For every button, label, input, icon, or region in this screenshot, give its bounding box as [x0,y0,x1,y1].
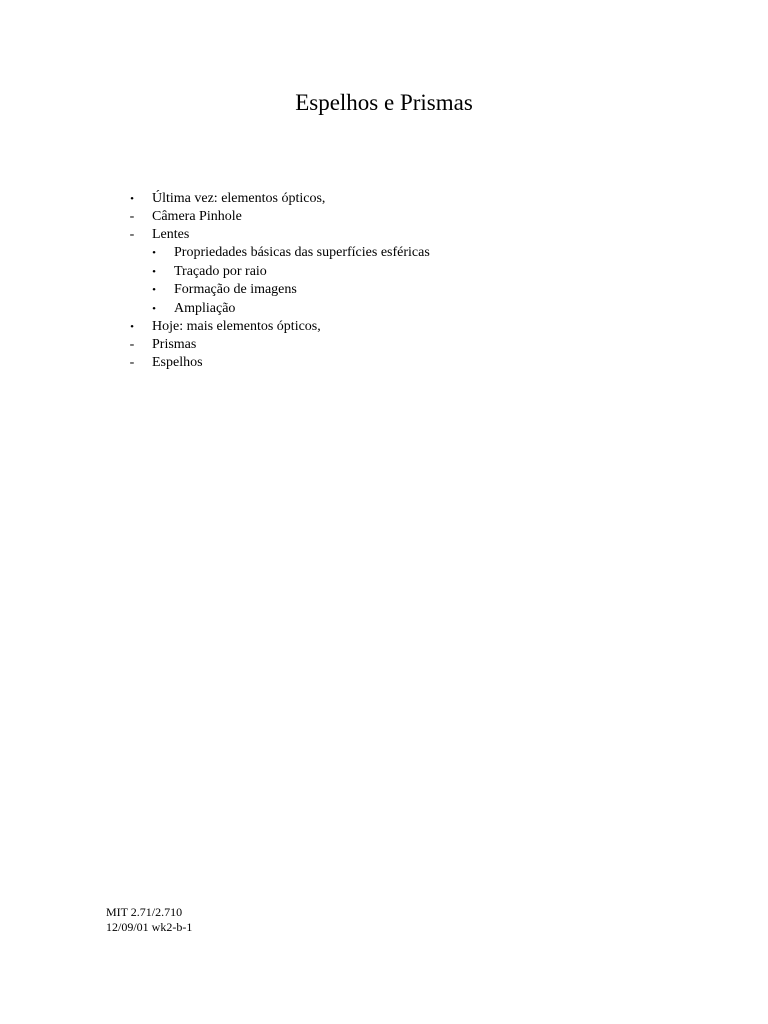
list-item-label: Prismas [152,337,197,352]
dash-icon: - [129,355,135,370]
list-item [110,336,670,354]
bullet-icon: • [152,247,156,259]
list-item-label: Formação de imagens [174,282,297,297]
list-item-label: Propriedades básicas das superfícies esféricas [174,245,430,260]
bullet-icon: • [152,265,156,278]
list-item-label: Traçado por raio [174,263,267,279]
list-item [110,318,670,336]
sub-list-item [110,263,670,282]
sub-list-item [110,300,670,319]
footer-course-code: MIT 2.71/2.710 [106,905,183,919]
list-item-label: Espelhos [152,355,203,370]
bullet-icon: • [152,302,156,315]
sub-list-item [110,281,670,300]
bullet-icon: • [152,284,156,296]
list-item-label: Câmera Pinhole [152,209,242,224]
list-item [110,208,670,226]
bullet-icon: • [130,193,134,205]
list-item [110,226,670,244]
list-item-label: Lentes [152,227,190,242]
list-item-label: Ampliação [174,300,236,316]
bullet-icon: • [130,321,134,333]
list-item-label: Última vez: elementos ópticos, [152,191,326,206]
footer [106,905,192,935]
dash-icon: - [129,337,135,352]
sub-list-item [110,244,670,263]
list-item-label: Hoje: mais elementos ópticos, [152,319,321,334]
dash-icon: - [129,227,135,242]
footer-date-ref: 12/09/01 wk2-b-1 [106,920,193,934]
bullet-list [110,190,670,372]
list-item [110,354,670,372]
dash-icon: - [129,209,135,224]
list-item [110,190,670,208]
page-title: Espelhos e Prismas [295,90,473,115]
